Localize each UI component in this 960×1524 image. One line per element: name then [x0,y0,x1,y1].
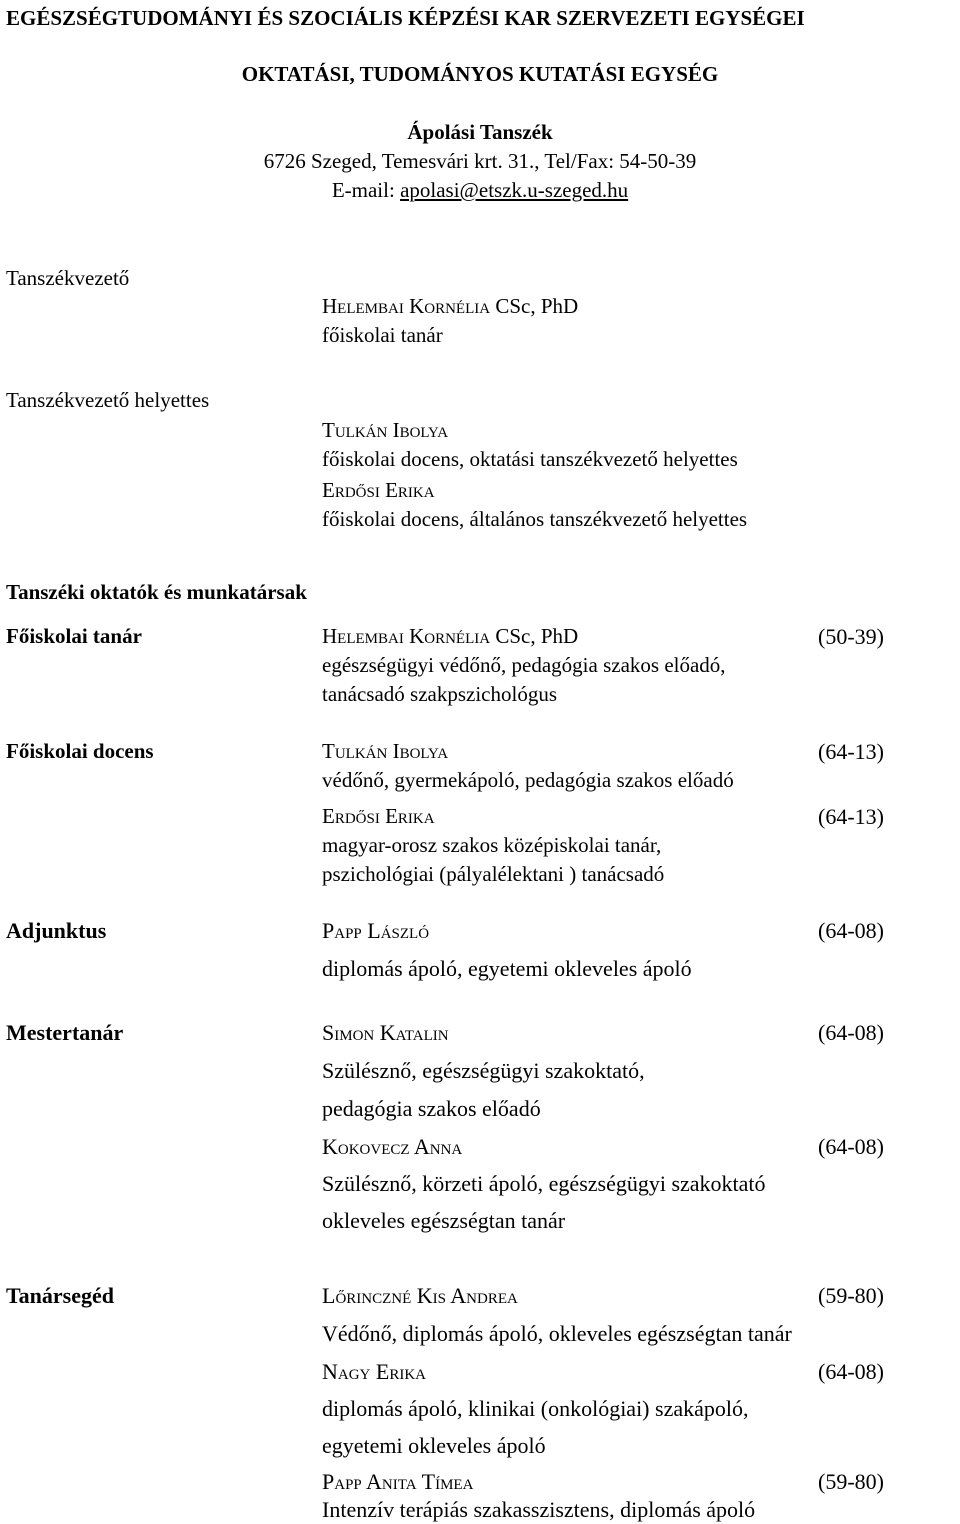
tanarseged3-phone: (59-80) [818,1469,884,1494]
head-title: főiskolai tanár [322,323,443,347]
mestertanar1-desc-1: Szülésznő, egészségügyi szakoktató, [322,1058,645,1083]
mestertanar1-phone: (64-08) [818,1020,884,1045]
professor-name-line [322,626,578,647]
rank-docens: Főiskolai docens [6,739,154,763]
docens1-desc: védőnő, gyermekápoló, pedagógia szakos előadó [322,768,734,792]
email-link[interactable]: apolasi@etszk.u-szeged.hu [400,178,629,202]
head-name-line [322,296,578,317]
deputy2-name: Erdősi Erika [322,478,435,502]
adjunktus-desc: diplomás ápoló, egyetemi okleveles ápoló [322,956,692,981]
professor-name: Helembai Kornélia [322,624,491,648]
docens2-desc-2: pszichológiai (pályalélektani ) tanácsadó [322,862,665,886]
rank-professor: Főiskolai tanár [6,624,142,648]
deputy1-name: Tulkán Ibolya [322,418,449,442]
rank-tanarseged: Tanársegéd [6,1283,114,1308]
rank-adjunktus: Adjunktus [6,918,107,943]
tanarseged2-desc-2: egyetemi okleveles ápoló [322,1433,546,1458]
docens1-phone: (64-13) [818,739,884,764]
professor-degree: CSc, PhD [490,624,579,648]
faculty-heading: EGÉSZSÉGTUDOMÁNYI ÉS SZOCIÁLIS KÉPZÉSI KAR SZERVEZETI EGYSÉGEI [6,6,805,30]
tanarseged1-phone: (59-80) [818,1283,884,1308]
mestertanar2-name: Kokovecz Anna [322,1134,463,1159]
mestertanar2-desc-2: okleveles egészségtan tanár [322,1208,566,1233]
deputy-label: Tanszékvezető helyettes [6,388,210,412]
department-email-line [0,180,960,201]
tanarseged3-desc: Intenzív terápiás szakasszisztens, diplomás ápoló [322,1497,756,1522]
docens1-name: Tulkán Ibolya [322,739,449,763]
tanarseged1-name: Lőrinczné Kis Andrea [322,1283,518,1308]
tanarseged3-name: Papp Anita Tímea [322,1469,474,1494]
mestertanar2-phone: (64-08) [818,1134,884,1159]
mestertanar2-desc-1: Szülésznő, körzeti ápoló, egészségügyi szakoktató [322,1171,766,1196]
adjunktus-name: Papp László [322,918,430,943]
tanarseged2-desc-1: diplomás ápoló, klinikai (onkológiai) szakápoló, [322,1396,749,1421]
head-degree: CSc, PhD [490,294,579,318]
mestertanar1-desc-2: pedagógia szakos előadó [322,1096,541,1121]
staff-section-title: Tanszéki oktatók és munkatársak [6,580,307,604]
rank-mestertanar: Mestertanár [6,1020,124,1045]
tanarseged2-name: Nagy Erika [322,1359,426,1384]
deputy2-title: főiskolai docens, általános tanszékvezető helyettes [322,507,748,531]
docens2-name: Erdősi Erika [322,804,435,828]
professor-desc-2: tanácsadó szakpszichológus [322,682,558,706]
docens2-desc-1: magyar-orosz szakos középiskolai tanár, [322,833,662,857]
adjunktus-phone: (64-08) [818,918,884,943]
department-name: Ápolási Tanszék [407,120,553,144]
head-name: Helembai Kornélia [322,294,491,318]
tanarseged1-desc: Védőnő, diplomás ápoló, okleveles egészségtan tanár [322,1321,792,1346]
department-address: 6726 Szeged, Temesvári krt. 31., Tel/Fax: 54-50-39 [263,149,697,173]
mestertanar1-name: Simon Katalin [322,1020,449,1045]
deputy1-title: főiskolai docens, oktatási tanszékvezető helyettes [322,447,738,471]
unit-heading: OKTATÁSI, TUDOMÁNYOS KUTATÁSI EGYSÉG [241,62,719,86]
tanarseged2-phone: (64-08) [818,1359,884,1384]
docens2-phone: (64-13) [818,804,884,829]
professor-desc-1: egészségügyi védőnő, pedagógia szakos előadó, [322,653,726,677]
head-label: Tanszékvezető [6,266,130,290]
professor-phone: (50-39) [818,624,884,649]
email-label: E-mail: [331,178,401,202]
